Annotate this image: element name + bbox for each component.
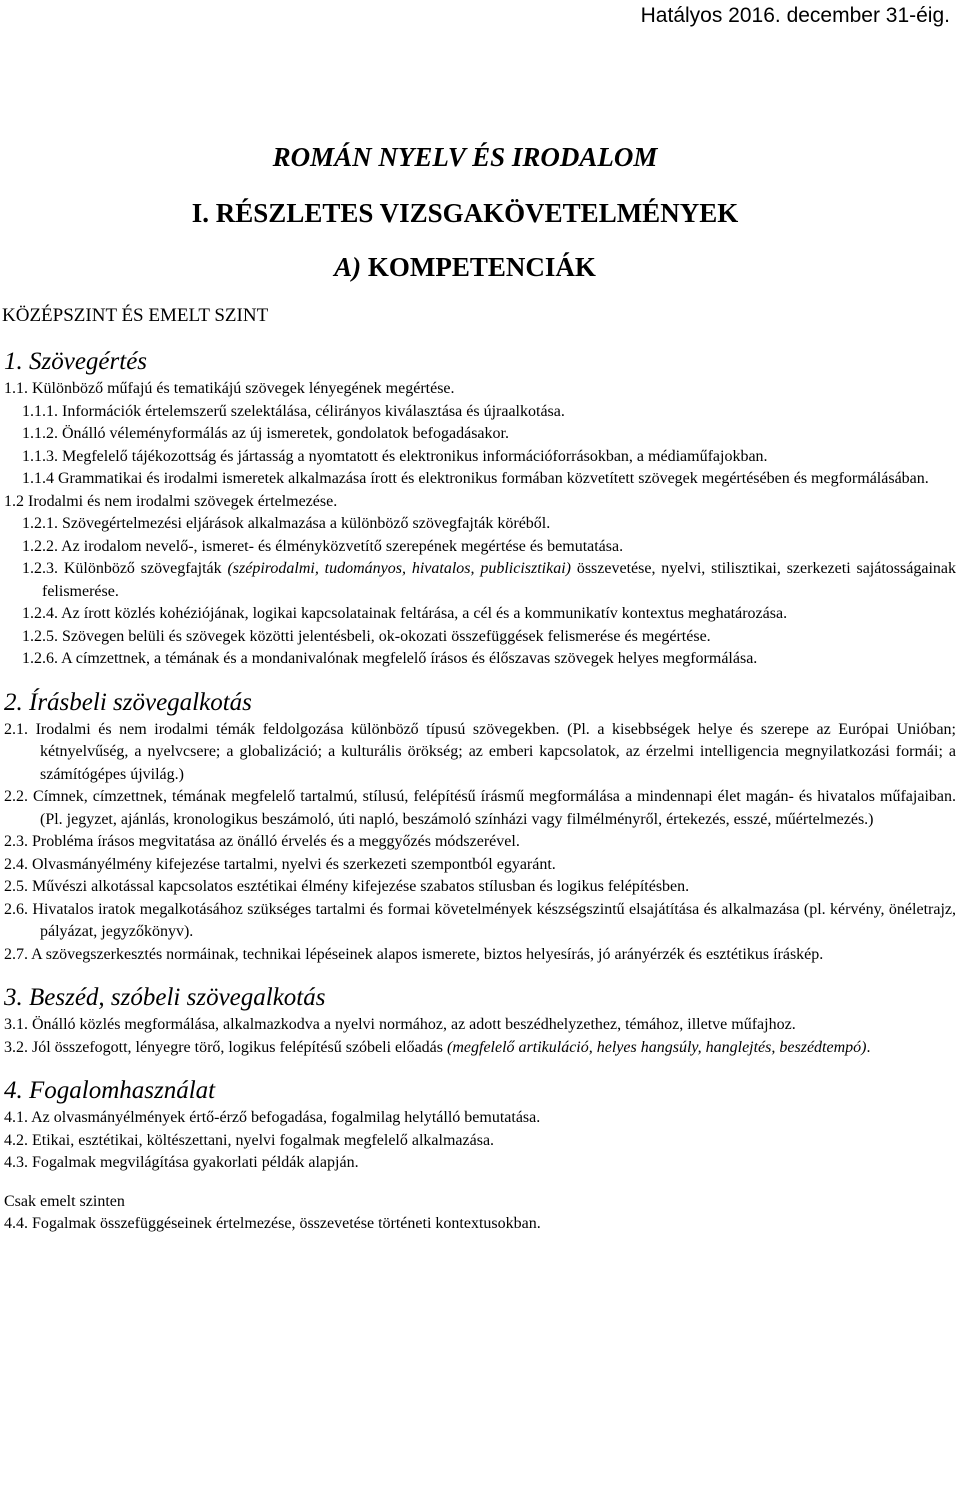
item-2-1: 2.1. Irodalmi és nem irodalmi témák feldolgozása különböző típusú szövegekben. (Pl. a kisebbségek helye és szerepe az Európai Unióban; kétnyelvűség, a nyelvcsere; a globalizáció; a kulturális örökség; az emberi kapcsolatok, az érzelmi intelligencia megnyilatkozási formái; a számítógépes újvilág.) bbox=[4, 720, 956, 783]
item-4-4: 4.4. Fogalmak összefüggéseinek értelmezése, összevetése történeti kontextusokban. bbox=[4, 1214, 541, 1232]
section-title bbox=[0, 252, 930, 283]
heading-szovegertes: 1. Szövegértés bbox=[4, 348, 148, 375]
item-1-2-3-text-a: 1.2.3. Különböző szövegfajták bbox=[22, 560, 228, 577]
item-4-2: 4.2. Etikai, esztétikai, költészettani, nyelvi fogalmak megfelelő alkalmazása. bbox=[4, 1131, 495, 1149]
item-1-1-4: 1.1.4 Grammatikai és irodalmi ismeretek alkalmazása írott és elektronikus formában közvetített szövegek megértésében és megformálásában. bbox=[22, 470, 929, 487]
section-title-word: KOMPETENCIÁK bbox=[367, 252, 596, 282]
item-1-1-2: 1.1.2. Önálló véleményformálás az új ismeretek, gondolatok befogadásakor. bbox=[22, 425, 509, 442]
item-1-2-2: 1.2.2. Az irodalom nevelő-, ismeret- és élményközvetítő szerepének megértése és bemutatása. bbox=[22, 537, 624, 555]
item-3-2-text-b: . bbox=[866, 1038, 871, 1056]
heading-beszed: 3. Beszéd, szóbeli szövegalkotás bbox=[4, 984, 326, 1011]
item-3-2 bbox=[4, 1037, 956, 1060]
section-title-letter: A) bbox=[334, 252, 362, 282]
heading-fogalomhasznalat: 4. Fogalomhasználat bbox=[4, 1077, 216, 1104]
emelt-szint-label: Csak emelt szinten bbox=[4, 1192, 125, 1210]
heading-irasbeli-szovegalkotas: 2. Írásbeli szövegalkotás bbox=[4, 688, 252, 716]
item-1-2: 1.2 Irodalmi és nem irodalmi szövegek értelmezése. bbox=[4, 492, 338, 510]
item-2-2: 2.2. Címnek, címzettnek, témának megfelelő tartalmú, stílusú, felépítésű írásmű megformálása a mindennapi élet magán- és hivatalos műfajaiban. (Pl. jegyzet, ajánlás, kronologikus beszámoló, úti napló, beszámoló színházi vagy filmélményről, értekezés, esszé, műértelmezés.) bbox=[4, 788, 956, 828]
item-1-1-3: 1.1.3. Megfelelő tájékozottság és jártasság a nyomtatott és elektronikus információforrásokban, a médiaműfajokban. bbox=[22, 447, 768, 465]
level-label: KÖZÉPSZINT ÉS EMELT SZINT bbox=[2, 305, 269, 326]
item-3-1: 3.1. Önálló közlés megformálása, alkalmazkodva a nyelvi normához, az adott beszédhelyzethez, témához, illetve műfajhoz. bbox=[4, 1016, 796, 1033]
document-subtitle: I. RÉSZLETES VIZSGAKÖVETELMÉNYEK bbox=[191, 198, 739, 228]
item-3-2-text-italic: (megfelelő artikuláció, helyes hangsúly, hanglejtés, beszédtempó) bbox=[447, 1038, 867, 1056]
item-2-7: 2.7. A szövegszerkesztés normáinak, technikai lépéseinek alapos ismerete, biztos helyesírás, jó arányérzék és esztétikus íráskép. bbox=[4, 945, 824, 963]
item-1-2-4: 1.2.4. Az írott közlés kohéziójának, logikai kapcsolatainak feltárása, a cél és a kommunikatív kontextus meghatározása. bbox=[22, 605, 788, 622]
item-1-1: 1.1. Különböző műfajú és tematikájú szövegek lényegének megértése. bbox=[4, 380, 455, 397]
item-4-1: 4.1. Az olvasmányélmények értő-érző befogadása, fogalmilag helytálló bemutatása. bbox=[4, 1109, 541, 1126]
document-title: ROMÁN NYELV ÉS IRODALOM bbox=[272, 142, 658, 172]
validity-note: Hatályos 2016. december 31-éig. bbox=[640, 4, 950, 27]
item-1-1-1: 1.1.1. Információk értelemszerű szelektálása, célirányos kiválasztása és újraalkotása. bbox=[22, 402, 565, 420]
item-1-2-5: 1.2.5. Szövegen belüli és szövegek közötti jelentésbeli, ok-okozati összefüggések felismerése és megértése. bbox=[22, 627, 711, 645]
item-4-3: 4.3. Fogalmak megvilágítása gyakorlati példák alapján. bbox=[4, 1154, 359, 1171]
item-2-4: 2.4. Olvasmányélmény kifejezése tartalmi, nyelvi és szerkezeti szempontból egyaránt. bbox=[4, 855, 556, 873]
item-2-3: 2.3. Probléma írásos megvitatása az önálló érvelés és a meggyőzés módszerével. bbox=[4, 833, 520, 850]
item-3-2-text-a: 3.2. Jól összefogott, lényegre törő, logikus felépítésű szóbeli előadás bbox=[4, 1038, 448, 1056]
item-1-2-3-text-italic: (szépirodalmi, tudományos, hivatalos, publicisztikai) bbox=[227, 560, 571, 577]
item-1-2-3 bbox=[22, 558, 956, 603]
content-body bbox=[4, 346, 956, 1235]
item-1-2-3-text-b: összevetése, nyelvi, stilisztikai, szerkezeti sajátosságainak felismerése. bbox=[42, 560, 956, 600]
item-2-6: 2.6. Hivatalos iratok megalkotásához szükséges tartalmi és formai követelmények készségszintű elsajátítása és alkalmazása (pl. kérvény, önéletrajz, pályázat, jegyzőkönyv). bbox=[4, 900, 956, 940]
item-2-5: 2.5. Művészi alkotással kapcsolatos esztétikai élmény kifejezése szabatos stílusban és logikus felépítésben. bbox=[4, 878, 690, 895]
item-1-2-6: 1.2.6. A címzettnek, a témának és a mondanivalónak megfelelő írásos és élőszavas szövegek helyes megformálása. bbox=[22, 650, 758, 667]
item-1-2-1: 1.2.1. Szövegértelmezési eljárások alkalmazása a különböző szövegfajták köréből. bbox=[22, 515, 551, 532]
